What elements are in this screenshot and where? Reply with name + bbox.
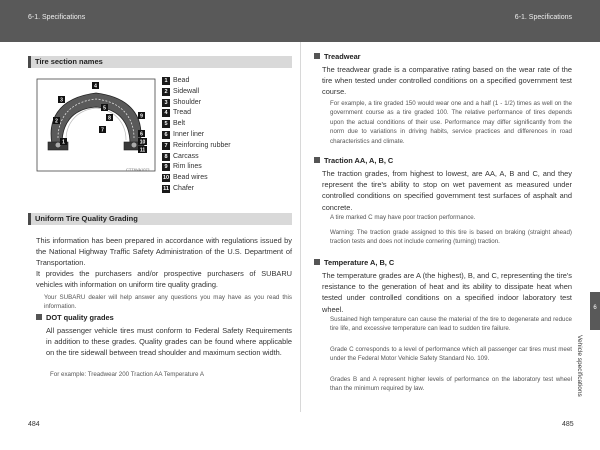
svg-text:6: 6: [140, 131, 143, 138]
svg-text:2: 2: [55, 118, 58, 125]
treadwear-note: For example, a tire graded 150 would wear one and a half (1 - 1/2) times as well on the government course as a tire graded 100. The relative performance of tires depends upon the actual conditions of their use. Performance may differ significantly from the norm due to variations in driving habits, service practices and differences in road characteristics and climate.: [330, 100, 572, 145]
legend-item: 4 Tread: [162, 108, 292, 119]
legend-item: 9 Rim lines: [162, 162, 292, 173]
treadwear-heading: Treadwear: [314, 52, 361, 62]
diagram-code: CTT6VA1071: [126, 167, 150, 172]
dot-heading: DOT quality grades: [36, 313, 114, 323]
legend-item: 7 Reinforcing rubber: [162, 141, 292, 152]
bullet-square-icon: [314, 259, 320, 265]
temperature-para: The temperature grades are A (the highest), B, and C, representing the tire's resistance to the generation of heat and its ability to dissipate heat when tested under controlled conditions on a specified indoor laboratory test wheel.: [322, 271, 572, 314]
tire-parts-legend: [162, 76, 292, 195]
treadwear-para: The treadwear grade is a comparative rating based on the wear rate of the tire when tested under controlled conditions on a specified government test course.: [322, 65, 572, 97]
traction-note-2: Warning: The traction grade assigned to this tire is based on braking (straight ahead) traction tests and does not include cornering (turning) traction.: [330, 229, 572, 246]
svg-text:8: 8: [108, 115, 111, 122]
uniform-note: Your SUBARU dealer will help answer any questions you may have as you read this information.: [44, 294, 292, 311]
svg-text:5: 5: [103, 105, 106, 112]
legend-item: 1 Bead: [162, 76, 292, 87]
page-number-right: 485: [562, 421, 574, 428]
temperature-heading: Temperature A, B, C: [314, 258, 394, 268]
svg-text:9: 9: [140, 113, 143, 120]
legend-item: 8 Carcass: [162, 152, 292, 163]
chapter-tab-label: Vehicle specifications: [576, 335, 583, 397]
svg-text:10: 10: [139, 139, 146, 146]
svg-text:1: 1: [62, 139, 65, 146]
chapter-tab: [590, 292, 600, 330]
header-bar: [0, 0, 600, 42]
uniform-para-2: It provides the purchasers and/or prospective purchasers of SUBARU vehicles with information on uniform tire quality grading.: [36, 269, 292, 290]
legend-item: 5 Belt: [162, 119, 292, 130]
bullet-square-icon: [314, 157, 320, 163]
page-gutter: [300, 42, 301, 412]
uniform-grading-heading: Uniform Tire Quality Grading: [28, 213, 292, 225]
dot-example: For example: Treadwear 200 Traction AA Temperature A: [50, 371, 204, 378]
chapter-tab-number: 6: [593, 305, 597, 311]
legend-item: 2 Sidewall: [162, 87, 292, 98]
legend-item: 6 Inner liner: [162, 130, 292, 141]
traction-note-1: A tire marked C may have poor traction performance.: [330, 214, 476, 221]
svg-text:7: 7: [101, 127, 104, 134]
bullet-square-icon: [314, 53, 320, 59]
traction-heading: Traction AA, A, B, C: [314, 156, 393, 166]
legend-item: 10 Bead wires: [162, 174, 208, 182]
tire-section-diagram: [36, 78, 156, 172]
dot-para: All passenger vehicle tires must conform to Federal Safety Requirements in addition to these grades. Quality grades can be found where applicable on the tire sidewall between tread shoulder and maximum section width.: [46, 326, 292, 358]
tire-section-heading: Tire section names: [28, 56, 292, 68]
svg-text:11: 11: [139, 147, 146, 154]
temperature-note-3: Grades B and A represent higher levels of performance on the laboratory test wheel than the minimum required by law.: [330, 376, 572, 393]
svg-text:3: 3: [60, 97, 63, 104]
svg-text:4: 4: [94, 83, 97, 90]
traction-para: The traction grades, from highest to lowest, are AA, A, B and C, and they represent the tire's ability to stop on wet pavement as measured under controlled conditions on specified government test surfaces of asphalt and concrete.: [322, 169, 572, 212]
header-right-title: 6-1. Specifications: [514, 14, 572, 21]
legend-item: 11 Chafer: [163, 184, 195, 192]
temperature-note-1: Sustained high temperature can cause the material of the tire to degenerate and reduce tire life, and excessive temperature can lead to sudden tire failure.: [330, 316, 572, 333]
uniform-para-1: This information has been prepared in accordance with regulations issued by the National Highway Traffic Safety Administration of the U.S. Department of Transportation.: [36, 236, 292, 268]
bullet-square-icon: [36, 314, 42, 320]
legend-item: 3 Shoulder: [162, 98, 292, 109]
page-number-left: 484: [28, 421, 40, 428]
temperature-note-2: Grade C corresponds to a level of performance which all passenger car tires must meet under the Federal Motor Vehicle Safety Standard No. 109.: [330, 346, 572, 363]
header-left-title: 6-1. Specifications: [28, 14, 86, 21]
